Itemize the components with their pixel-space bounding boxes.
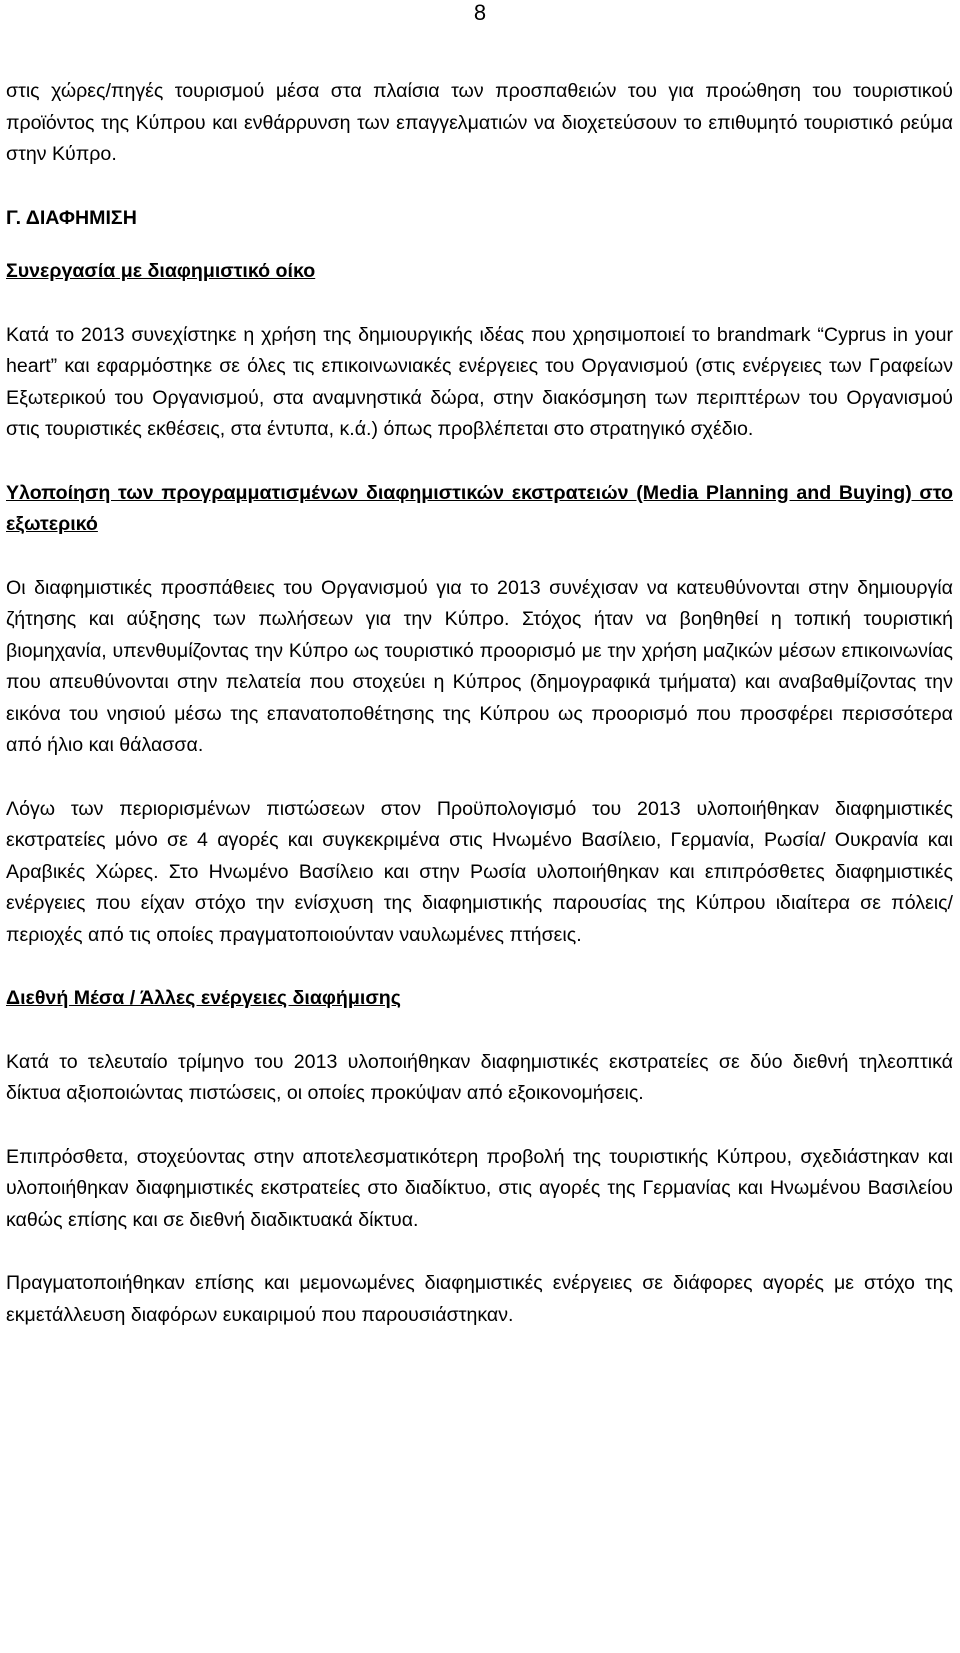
paragraph: Κατά το τελευταίο τρίμηνο του 2013 υλοποιήθηκαν διαφημιστικές εκστρατείες σε δύο διεθνή τηλεοπτικά δίκτυα αξιοποιώντας πιστώσεις, οι οποίες προκύψαν από εξοικονομήσεις. <box>6 1050 953 1104</box>
document-body <box>6 76 953 1331</box>
intro-paragraph: στις χώρες/πηγές τουρισμού μέσα στα πλαίσια των προσπαθειών του για προώθηση του τουριστικού προϊόντος της Κύπρου και ενθάρρυνση των επαγγελματιών να διοχετεύσουν το επιθυμητό τουριστικό ρεύμα στην Κύπρο. <box>6 80 953 165</box>
paragraph: Οι διαφημιστικές προσπάθειες του Οργανισμού για το 2013 συνέχισαν να κατευθύνονται στην δημιουργία ζήτησης και αύξησης των πωλήσεων για την Κύπρο. Στόχος ήταν να βοηθηθεί η τοπική τουριστική βιομηχανία, υπενθυμίζοντας την Κύπρο ως τουριστικό προορισμό με την χρήση μαζικών μέσων επικοινωνίας που απευθύνονται στην πελατεία που στοχεύει η Κύπρος (δημογραφικά τμήματα) και αναβαθμίζοντας την εικόνα του νησιού μέσω της επανατοποθέτησης της Κύπρου ως προορισμό που προσφέρει περισσότερα από ήλιο και θάλασσα. <box>6 576 953 756</box>
paragraph: Λόγω των περιορισμένων πιστώσεων στον Προϋπολογισμό του 2013 υλοποιήθηκαν διαφημιστικές εκστρατείες μόνο σε 4 αγορές και συγκεκριμένα στις Ηνωμένο Βασίλειο, Γερμανία, Ρωσία/ Ουκρανία και Αραβικές Χώρες. Στο Ηνωμένο Βασίλειο και στην Ρωσία υλοποιήθηκαν και επιπρόσθετες διαφημιστικές ενέργειες που είχαν στόχο την ενίσχυση της διαφημιστικής παρουσίας της Κύπρου ιδιαίτερα σε πόλεις/περιοχές από τις οποίες πραγματοποιούνταν ναυλωμένες πτήσεις. <box>6 797 953 946</box>
section-title: Γ. ΔΙΑΦΗΜΙΣΗ <box>6 206 137 229</box>
subsection-heading: Υλοποίηση των προγραμματισμένων διαφημιστικών εκστρατειών (Media Planning and Buying) στο εξωτερικό <box>6 481 953 535</box>
paragraph: Κατά το 2013 συνεχίστηκε η χρήση της δημιουργικής ιδέας που χρησιμοποιεί το brandmark “Cyprus in your heart” και εφαρμόστηκε σε όλες τις επικοινωνιακές ενέργειες του Οργανισμού (στις ενέργειες των Γραφείων Εξωτερικού του Οργανισμού, στα αναμνηστικά δώρα, στην διακόσμηση των περιπτέρων του Οργανισμού στις τουριστικές εκθέσεις, στα έντυπα, κ.ά.) όπως προβλέπεται στο στρατηγικό σχέδιο. <box>6 323 953 440</box>
subsection-heading: Διεθνή Μέσα / Άλλες ενέργειες διαφήμισης <box>6 987 401 1009</box>
paragraph: Πραγματοποιήθηκαν επίσης και μεμονωμένες διαφημιστικές ενέργειες σε διάφορες αγορές με στόχο της εκμετάλλευση διαφόρων ευκαιριμού που παρουσιάστηκαν. <box>6 1272 953 1326</box>
subsection-heading: Συνεργασία με διαφημιστικό οίκο <box>6 260 316 282</box>
page-number: 8 <box>473 0 487 25</box>
paragraph: Επιπρόσθετα, στοχεύοντας στην αποτελεσματικότερη προβολή της τουριστικής Κύπρου, σχεδιάστηκαν και υλοποιήθηκαν διαφημιστικές εκστρατείες στο διαδίκτυο, στις αγορές της Γερμανίας και Ηνωμένου Βασιλείου καθώς επίσης και σε διεθνή διαδικτυακά δίκτυα. <box>6 1145 953 1231</box>
